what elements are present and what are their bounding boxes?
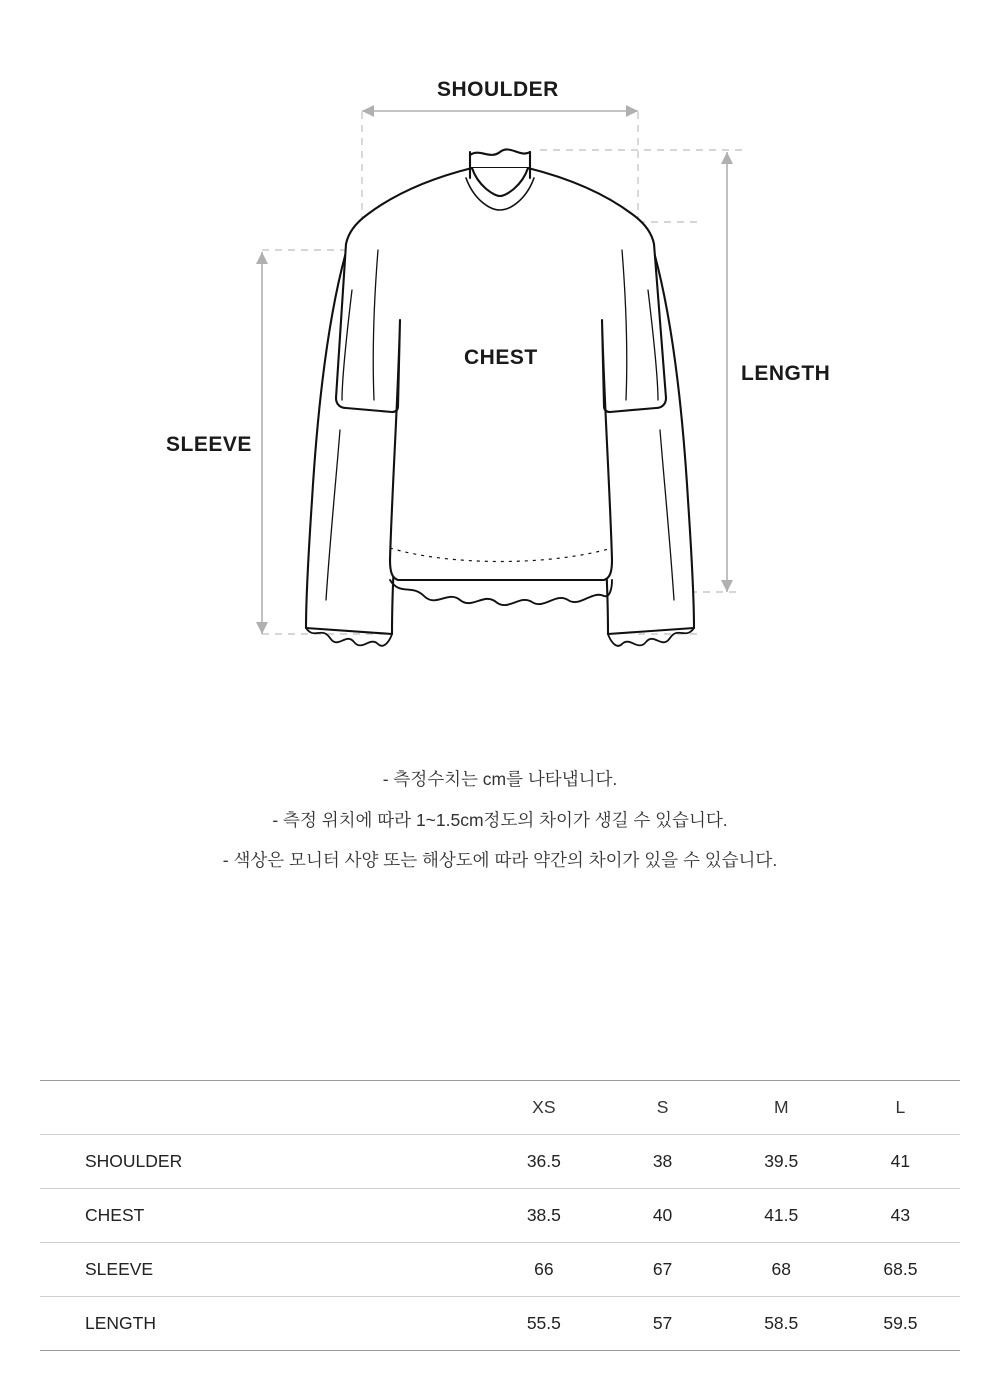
header-measurement (40, 1081, 484, 1135)
cell-shoulder-s: 38 (603, 1135, 721, 1189)
cell-sleeve-l: 68.5 (841, 1243, 960, 1297)
table-row (40, 1297, 960, 1351)
cell-chest-m: 41.5 (722, 1189, 841, 1243)
note-line-3: - 색상은 모니터 사양 또는 해상도에 따라 약간의 차이가 있을 수 있습니다. (222, 850, 778, 871)
cell-shoulder-m: 39.5 (722, 1135, 841, 1189)
measurement-notes (0, 768, 1000, 890)
cell-chest-s: 40 (603, 1189, 721, 1243)
header-size-xs: XS (484, 1081, 603, 1135)
cell-length-xs: 55.5 (484, 1297, 603, 1351)
size-table (40, 1080, 960, 1351)
dimension-label-chest: CHEST (464, 346, 538, 369)
dimension-label-sleeve: SLEEVE (166, 433, 252, 456)
row-label-length: LENGTH (40, 1297, 484, 1351)
dimension-label-shoulder: SHOULDER (437, 78, 559, 101)
note-line-1: - 측정수치는 cm를 나타냅니다. (382, 769, 618, 789)
cell-sleeve-xs: 66 (484, 1243, 603, 1297)
row-label-chest: CHEST (40, 1189, 484, 1243)
header-size-s: S (603, 1081, 721, 1135)
cell-sleeve-m: 68 (722, 1243, 841, 1297)
note-line-2: - 측정 위치에 따라 1~1.5cm정도의 차이가 생길 수 있습니다. (272, 809, 728, 830)
cell-length-m: 58.5 (722, 1297, 841, 1351)
table-header-row (40, 1081, 960, 1135)
cell-shoulder-l: 41 (841, 1135, 960, 1189)
cell-sleeve-s: 67 (603, 1243, 721, 1297)
cell-chest-xs: 38.5 (484, 1189, 603, 1243)
row-label-sleeve: SLEEVE (40, 1243, 484, 1297)
table-row (40, 1243, 960, 1297)
table-row (40, 1135, 960, 1189)
cell-shoulder-xs: 36.5 (484, 1135, 603, 1189)
header-size-m: M (722, 1081, 841, 1135)
header-size-l: L (841, 1081, 960, 1135)
table-row (40, 1189, 960, 1243)
row-label-shoulder: SHOULDER (40, 1135, 484, 1189)
cell-chest-l: 43 (841, 1189, 960, 1243)
size-table-body (40, 1135, 960, 1351)
cell-length-s: 57 (603, 1297, 721, 1351)
dimension-label-length: LENGTH (741, 362, 831, 385)
size-table-container (40, 1080, 960, 1351)
cell-length-l: 59.5 (841, 1297, 960, 1351)
size-table-head (40, 1081, 960, 1135)
